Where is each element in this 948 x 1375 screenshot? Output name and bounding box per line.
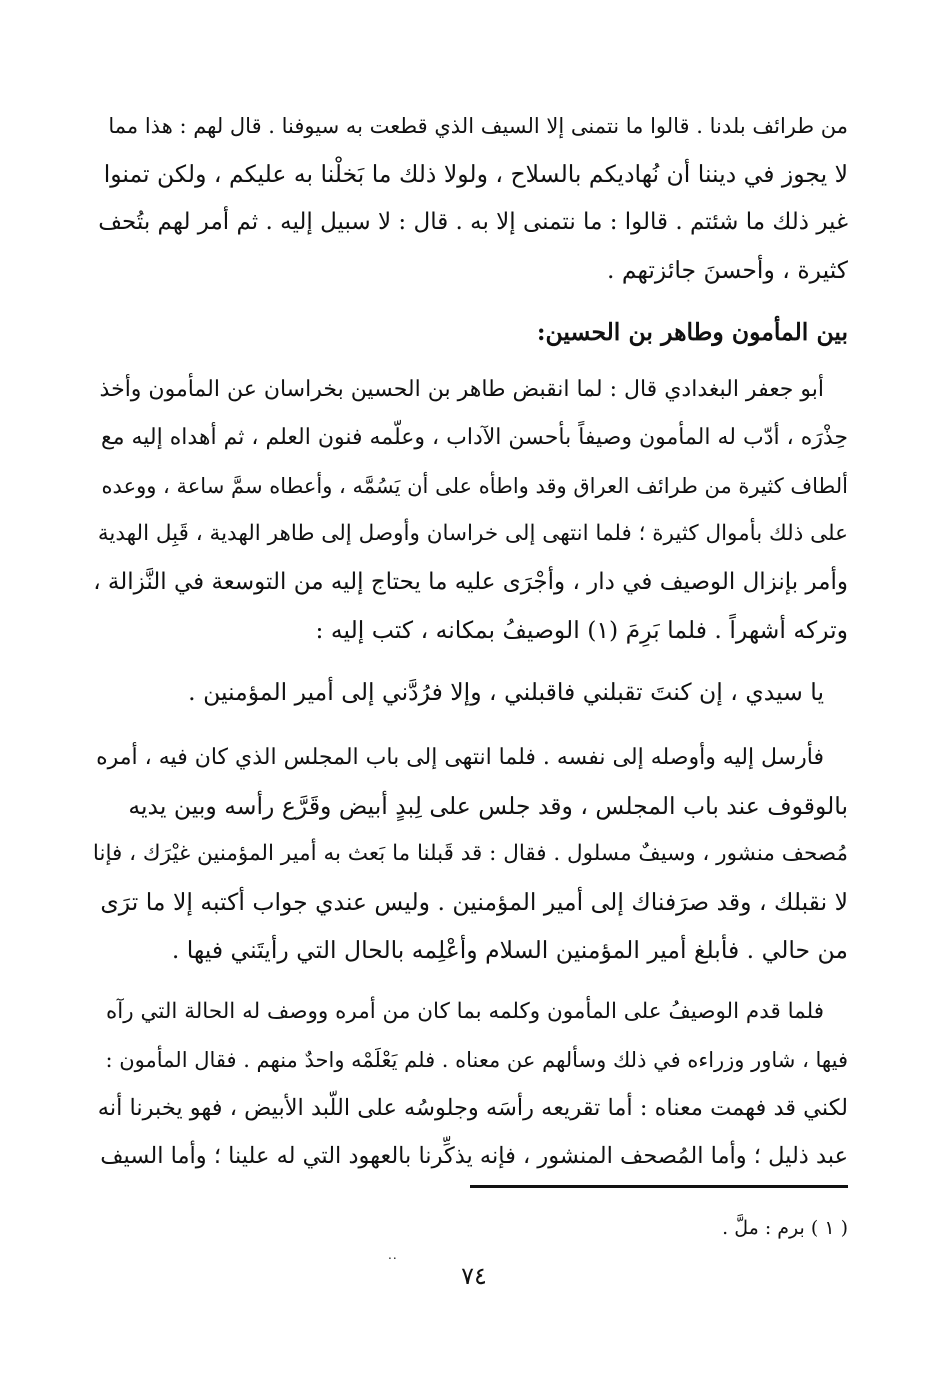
footnote: ( ١ ) برم : ملَّ . xyxy=(722,1217,848,1239)
page-number: ٧٤ xyxy=(461,1262,487,1290)
footnote-divider xyxy=(470,1185,848,1188)
paragraph-1 xyxy=(92,102,848,294)
page-body xyxy=(92,102,848,1180)
text-line: مُصحف منشور ، وسيفٌ مسلول . فقال : قد قَبلنا ما بَعث به أمير المؤمنين غيْرَك ، فإنا xyxy=(92,841,848,866)
paragraph-3 xyxy=(92,734,848,974)
text-line: وأمر بإنزال الوصيف في دار ، وأجْرَى عليه ما يحتاج إليه من التوسعة في النَّزالة ، xyxy=(93,569,848,595)
quoted-letter: يا سيدي ، إن كنتَ تقبلني فاقبلني ، وإلا فرُدَّني إلى أمير المؤمنين . xyxy=(188,678,824,706)
text-line: فلما قدم الوصيفُ على المأمون وكلمه بما كان من أمره ووصف له الحالة التي رآه xyxy=(105,999,824,1024)
text-line: حِذْرَه ، أدّب له المأمون وصيفاً بأحسن الآداب ، وعلّمه فنون العلم ، ثم أهداه إليه مع xyxy=(101,425,848,450)
paragraph-2 xyxy=(92,366,848,654)
text-line: وتركه أشهراً . فلما بَرِمَ (١) الوصيفُ بمكانه ، كتب إليه : xyxy=(315,616,848,644)
text-line: بالوقوف عند باب المجلس ، وقد جلس على لِبدٍ أبيض وقَرَّع رأسه وبين يديه xyxy=(128,792,848,820)
text-line: من حالي . فأبلغ أمير المؤمنين السلام وأعْلِمه بالحال التي رأيتَني فيها . xyxy=(171,936,848,964)
text-line: لا نقبلك ، وقد صرَفناك إلى أمير المؤمنين . وليس عندي جواب أكتبه إلا ما ترَى xyxy=(100,888,848,916)
paragraph-4 xyxy=(92,988,848,1180)
text-line: لكني قد فهمت معناه : أما تقريعه رأسَه وجلوسُه على اللّبد الأبيض ، فهو يخبرنا أنه xyxy=(97,1095,848,1121)
text-line: على ذلك بأموال كثيرة ؛ فلما انتهى إلى خراسان وأوصل إلى طاهر الهدية ، قَبِل الهدية xyxy=(97,521,848,546)
text-line: أبو جعفر البغدادي قال : لما انقبض طاهر بن الحسين بخراسان عن المأمون وأخذ xyxy=(99,377,824,402)
page-dots: .. xyxy=(388,1248,398,1262)
text-line: ألطاف كثيرة من طرائف العراق وقد واطأه على أن يَسُمَّه ، وأعطاه سمَّ ساعة ، ووعده xyxy=(101,474,848,498)
section-heading: بين المأمون وطاهر بن الحسين: xyxy=(536,318,848,346)
text-line: من طرائف بلدنا . قالوا ما نتمنى إلا السيف الذي قطعت به سيوفنا . قال لهم : هذا مما xyxy=(108,114,848,138)
text-line: لا يجوز في ديننا أن نُهاديكم بالسلاح ، ولولا ذلك ما بَخلْنا به عليكم ، ولكن تمنوا xyxy=(103,160,848,188)
text-line: غير ذلك ما شئتم . قالوا : ما نتمنى إلا به . قال : لا سبيل إليه . ثم أمر لهم بتُحف xyxy=(98,209,848,235)
text-line: عبد ذليل ؛ وأما المُصحف المنشور ، فإنه يذكِّرنا بالعهود التي له علينا ؛ وأما السيف xyxy=(100,1143,848,1169)
text-line: كثيرة ، وأحسنَ جائزتهم . xyxy=(606,256,848,284)
text-line: فيها ، شاور وزراءه في ذلك وسألهم عن معناه . فلم يَعْلَمْه واحدٌ منهم . فقال المأمون : xyxy=(105,1048,848,1072)
text-line: فأرسل إليه وأوصله إلى نفسه . فلما انتهى إلى باب المجلس الذي كان فيه ، أمره xyxy=(96,745,824,770)
